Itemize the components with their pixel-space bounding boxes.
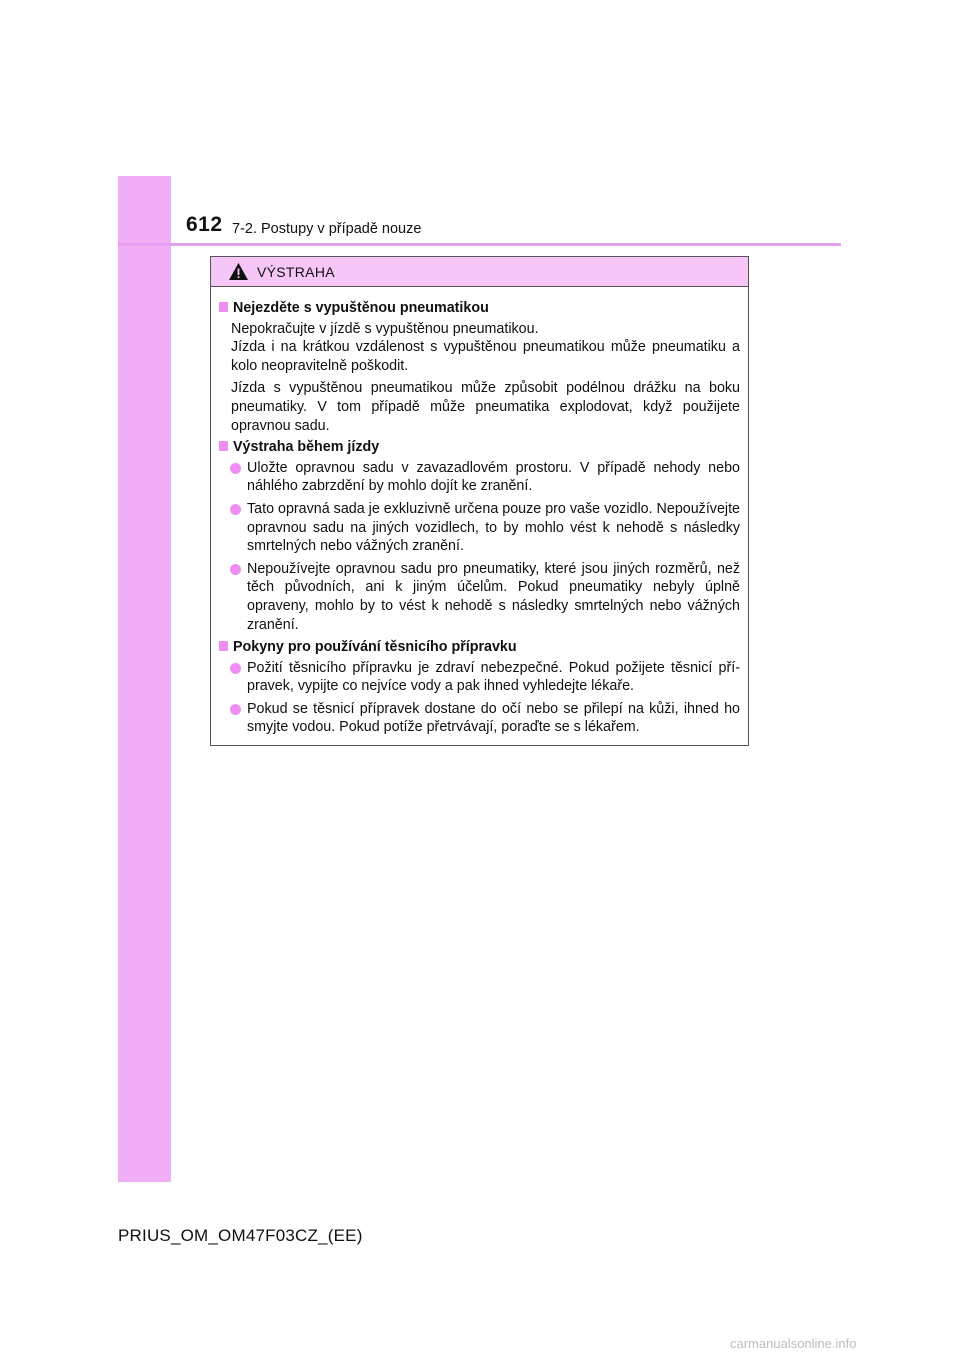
document-code: PRIUS_OM_OM47F03CZ_(EE) [118, 1226, 363, 1245]
circle-bullet-icon [230, 463, 241, 474]
header-rule [118, 243, 841, 246]
topic-heading [219, 299, 740, 318]
watermark-link[interactable]: carmanualsonline.info [730, 1336, 857, 1351]
topic-heading-text: Výstraha během jízdy [233, 439, 380, 456]
topic-driving-warning [219, 438, 740, 634]
topic-heading-text: Nejezděte s vypuštěnou pneumatikou [233, 300, 489, 316]
warning-body [211, 287, 748, 737]
square-marker-icon [219, 302, 228, 312]
warning-box [210, 256, 749, 746]
page-number: 612 [186, 213, 223, 236]
list-item [219, 500, 740, 556]
section-title: 7-2. Postupy v případě nouze [232, 221, 422, 237]
topic-sealant-instructions [219, 638, 740, 737]
list-item-text: Tato opravná sada je exkluzivně určena pouze pro vaše vozidlo. Nepoužívejte opravnou sadu na jiných vozidlech, to by mohlo vést k nehodě s následky smrtelných nebo vážných zranění. [247, 500, 740, 555]
list-item [219, 459, 740, 496]
square-marker-icon [219, 641, 228, 651]
circle-bullet-icon [230, 504, 241, 515]
topic-flat-tire [219, 299, 740, 435]
side-tab-band [118, 176, 171, 1182]
topic-heading-text: Pokyny pro používání těsnicího přípravku [233, 639, 517, 656]
list-item-text: Uložte opravnou sadu v zavazadlovém prostoru. V případě nehody nebo náhlého zabrzdění by mohlo dojít ke zranění. [247, 459, 740, 495]
list-item [219, 560, 740, 634]
list-item-text: Pokud se těsnicí přípravek dostane do očí nebo se přilepí na kůži, ihned ho smyjte vodou. Pokud potíže přetrvávají, poraďte se s lékařem. [247, 700, 740, 736]
paragraph: Jízda s vypuštěnou pneumatikou může způsobit podélnou drážku na boku pneumatiky. V tom případě může pneumatika explodovat, když použijete opravnou sadu. [231, 380, 740, 434]
square-marker-icon [219, 441, 228, 451]
paragraph: Nepokračujte v jízdě s vypuštěnou pneumatikou. [231, 320, 539, 337]
list-item [219, 659, 740, 696]
paragraph: Jízda i na krátkou vzdálenost s vypuštěnou pneumatikou může pneumatiku a kolo neopravitelně poškodit. [231, 339, 740, 374]
list-item [219, 700, 740, 737]
circle-bullet-icon [230, 564, 241, 575]
list-item-text: Požití těsnicího přípravku je zdraví nebezpečné. Pokud požijete těsnicí pří- pravek, vypijte co nejvíce vody a pak ihned vyhledejte lékaře. [247, 659, 740, 695]
topic-heading [219, 638, 740, 657]
warning-header [211, 257, 748, 287]
warning-triangle-icon [228, 262, 249, 281]
warning-label: VÝSTRAHA [257, 263, 335, 280]
circle-bullet-icon [230, 704, 241, 715]
topic-heading [219, 438, 740, 457]
circle-bullet-icon [230, 663, 241, 674]
list-item-text: Nepoužívejte opravnou sadu pro pneumatiky, které jsou jiných rozměrů, než těch původních, ani k jiným účelům. Pokud pneumatiky nebyly úplně opraveny, mohlo by to vést k nehodě s následky smrtelných nebo vážných zranění. [247, 560, 740, 633]
